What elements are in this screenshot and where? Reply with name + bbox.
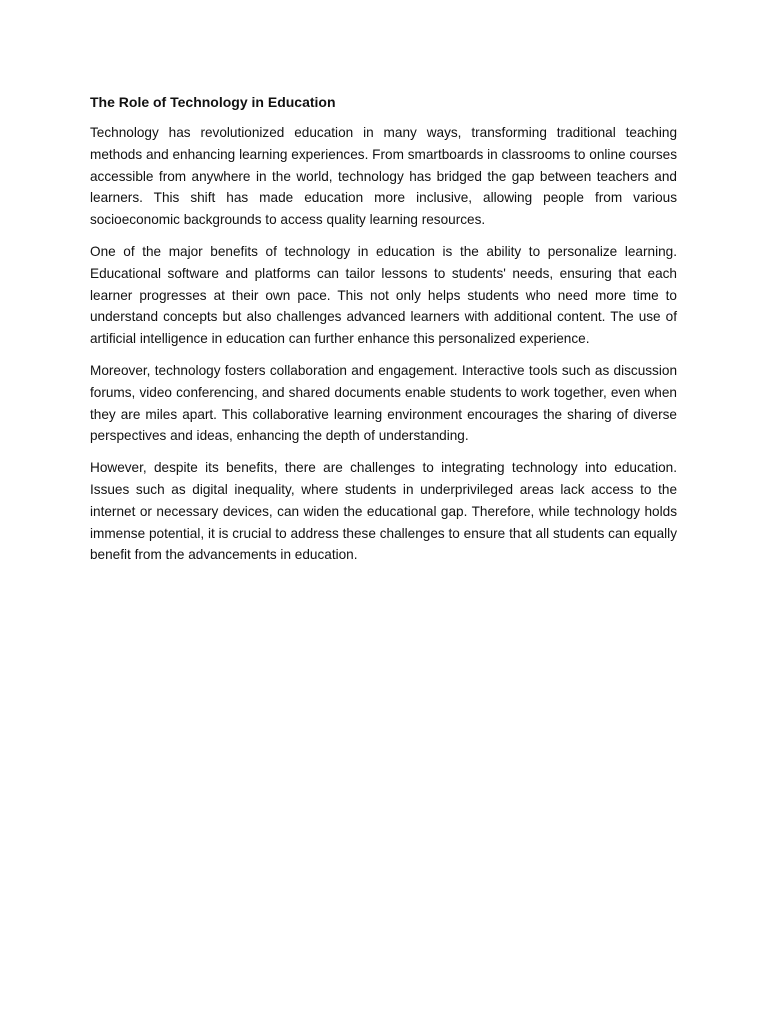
paragraph-4: However, despite its benefits, there are challenges to integrating technology into education. Issues such as digital inequality, where students in underprivileged areas lack access to the internet or necessary devices, can widen the educational gap. Therefore, while technology holds immense potential, it is crucial to address these challenges to ensure that all students can equally benefit from the advancements in education. bbox=[90, 460, 677, 563]
paragraph-3: Moreover, technology fosters collaboration and engagement. Interactive tools such as discussion forums, video conferencing, and shared documents enable students to work together, even when they are miles apart. This collaborative learning environment encourages the sharing of diverse perspectives and ideas, enhancing the depth of understanding. bbox=[90, 362, 677, 444]
paragraph-1: Technology has revolutionized education in many ways, transforming traditional teaching methods and enhancing learning experiences. From smartboards in classrooms to online courses accessible from anywhere in the world, technology has bridged the gap between teachers and learners. This shift has made education more inclusive, allowing people from various socioeconomic backgrounds to access quality learning resources. bbox=[90, 125, 677, 228]
document-body bbox=[90, 92, 677, 576]
document-title: The Role of Technology in Education bbox=[90, 94, 336, 110]
paragraph-2: One of the major benefits of technology in education is the ability to personalize learning. Educational software and platforms can tailor lessons to students' needs, ensuring that each learner progresses at their own pace. This not only helps students who need more time to understand concepts but also challenges advanced learners with additional content. The use of artificial intelligence in education can further enhance this personalized experience. bbox=[90, 243, 677, 347]
